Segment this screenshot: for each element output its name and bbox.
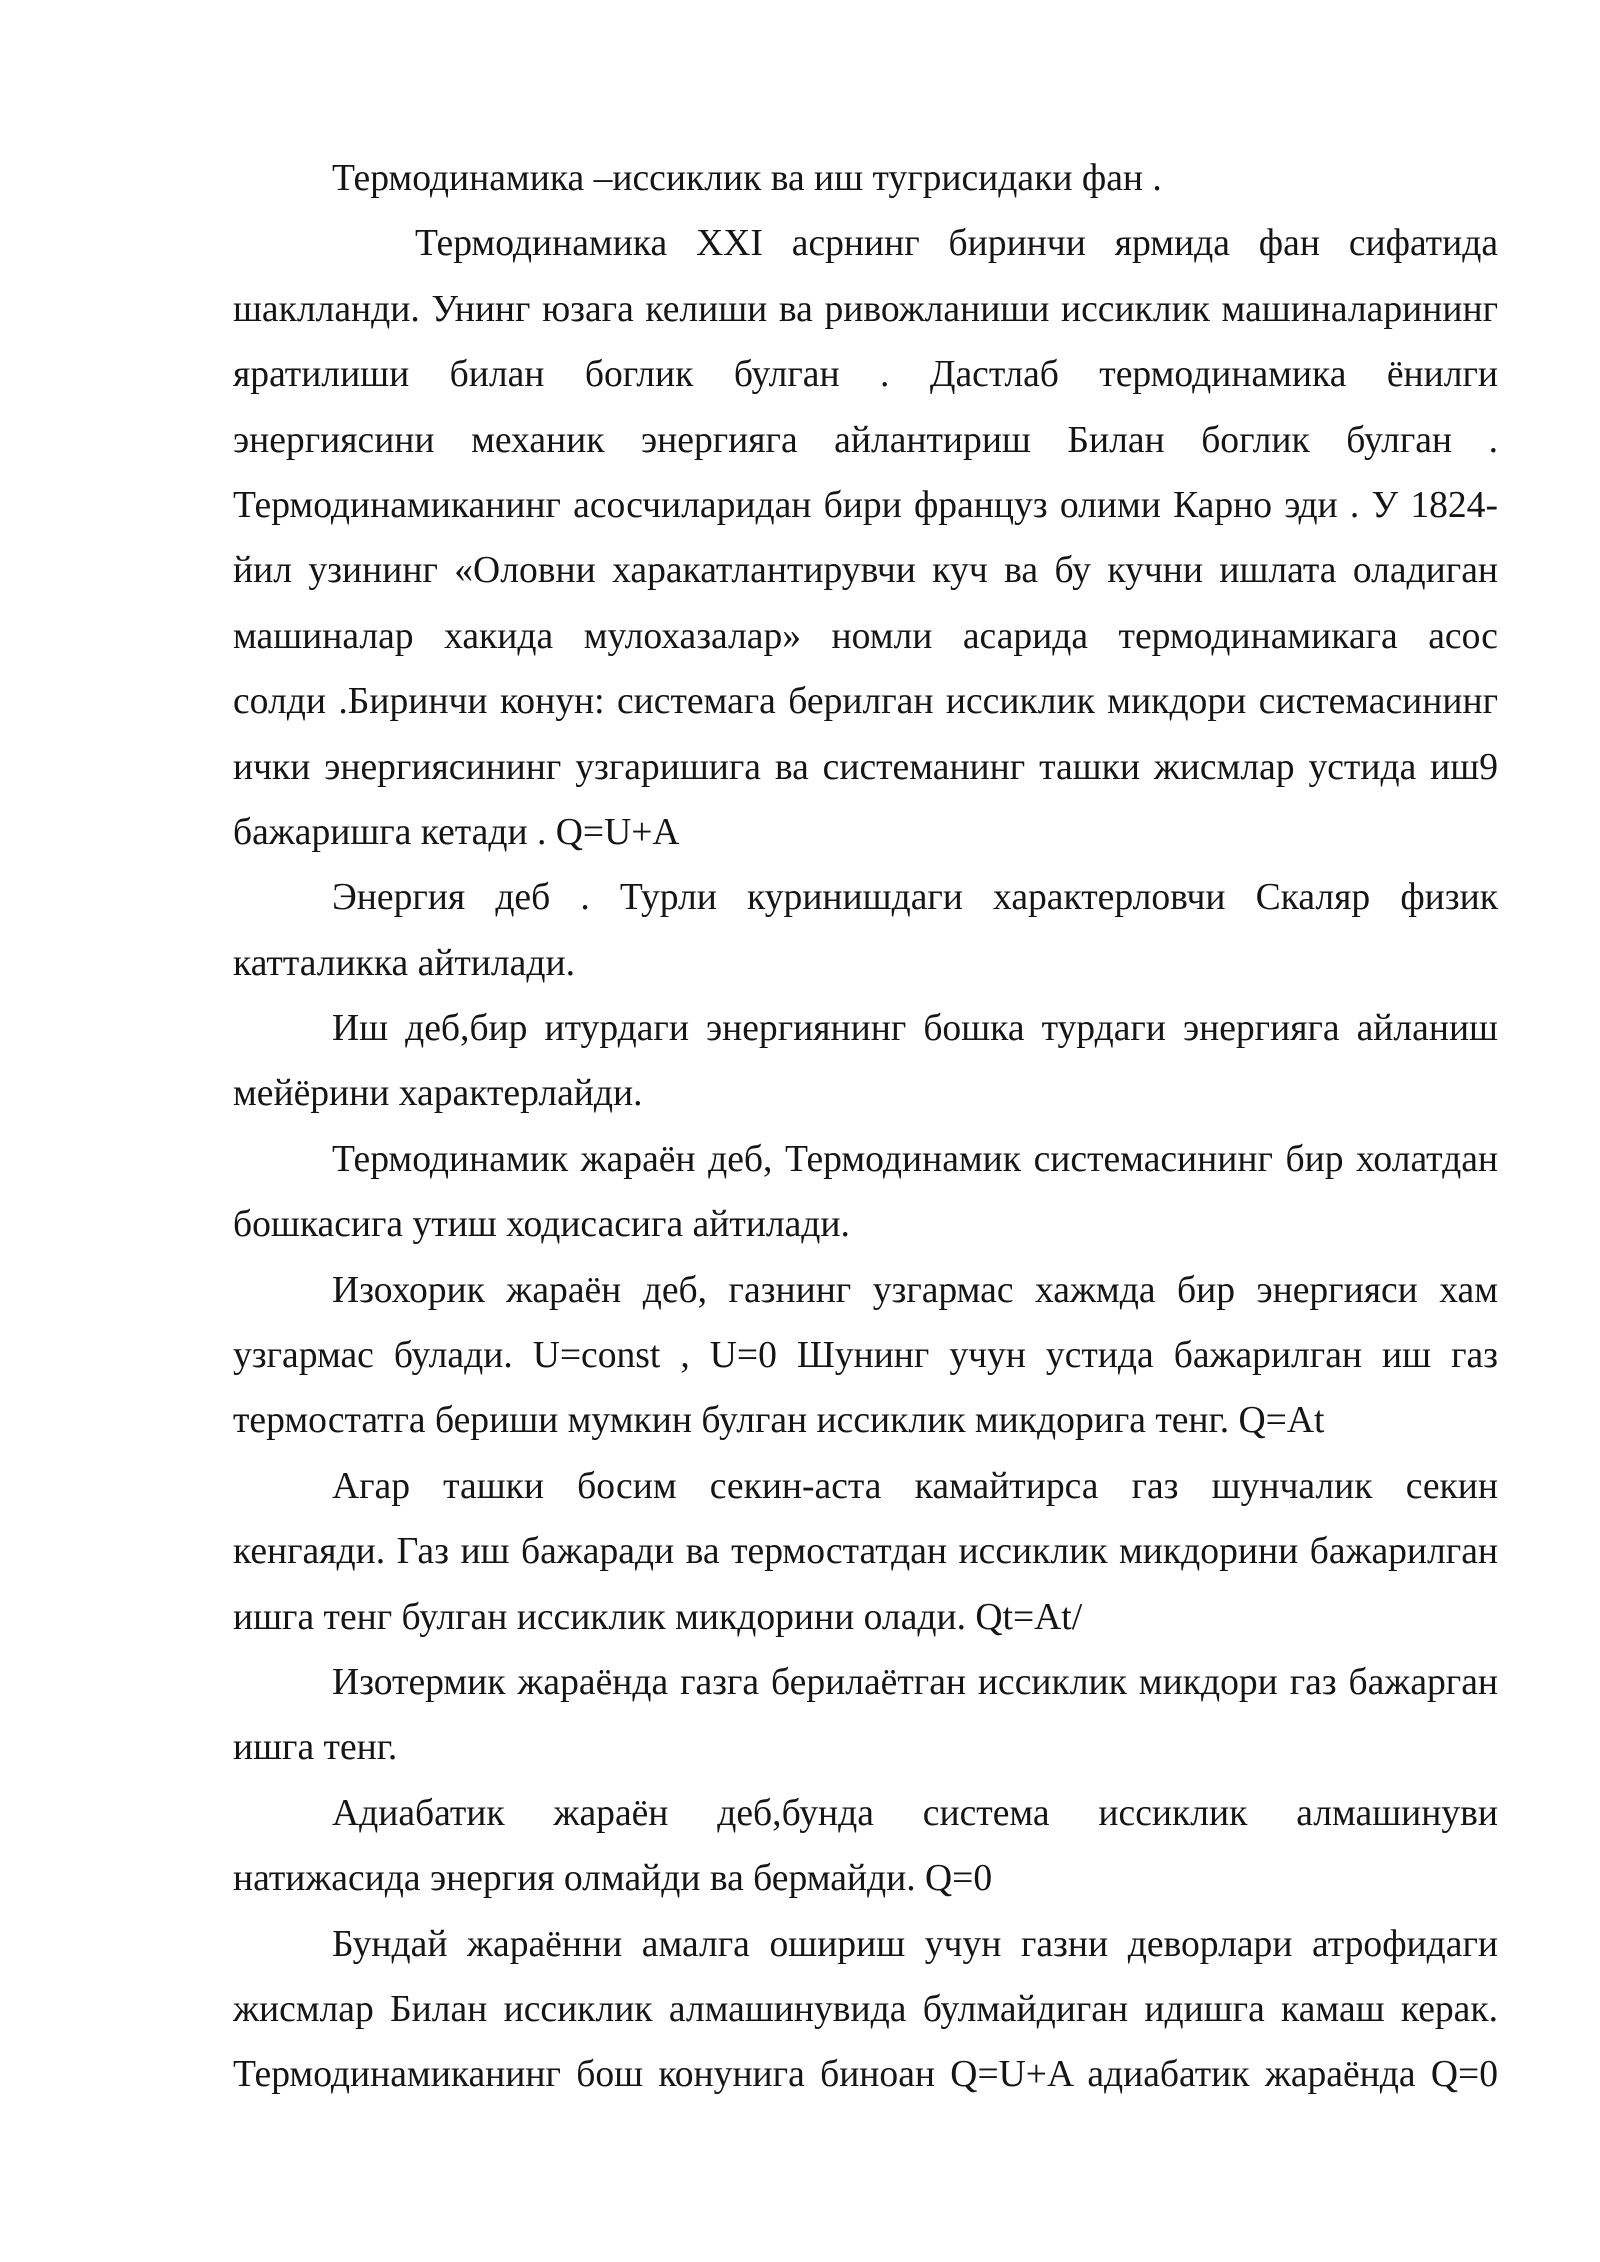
text-line: йил узининг «Оловни харакатлантирувчи куч ва бу кучни ишлата оладиган xyxy=(233,550,1498,592)
text-line: ишга тенг булган иссиклик микдорини олади. Qt=At/ xyxy=(233,1596,1083,1638)
paragraph xyxy=(233,1912,1498,2108)
text-line: яратилиши билан боглик булган . Дастлаб термодинамика ёнилги xyxy=(233,354,1498,396)
text-line: жисмлар Билан иссиклик алмашинувида булмайдиган идишга камаш керак. xyxy=(233,1988,1498,2030)
text-line: Агар ташки босим секин-аста камайтирса газ шунчалик секин xyxy=(332,1465,1498,1507)
text-line: Бундай жараённи амалга ошириш учун газни деворлари атрофидаги xyxy=(332,1923,1498,1965)
paragraph xyxy=(233,211,1498,865)
paragraph xyxy=(233,865,1498,996)
text-line: бошкасига утиш ходисасига айтилади. xyxy=(233,1204,850,1246)
text-line: Адиабатик жараён деб,бунда система иссиклик алмашинуви xyxy=(332,1792,1498,1834)
text-line: Термодинамиканинг асосчиларидан бири француз олими Карно эди . У 1824- xyxy=(233,484,1498,526)
paragraph xyxy=(233,1258,1498,1454)
text-line: катталикка айтилади. xyxy=(233,942,575,984)
paragraph xyxy=(233,1454,1498,1650)
text-line: Термодинамика XXI асрнинг биринчи ярмида фан сифатида xyxy=(415,223,1498,265)
text-line: энергиясини механик энергияга айлантириш Билан боглик булган . xyxy=(233,419,1498,461)
paragraph xyxy=(233,1781,1498,1912)
text-line: кенгаяди. Газ иш бажаради ва термостатдан иссиклик микдорини бажарилган xyxy=(233,1531,1498,1573)
text-line: Энергия деб . Турли куринишдаги характерловчи Скаляр физик xyxy=(332,877,1498,919)
paragraph xyxy=(233,996,1498,1127)
text-line: ички энергиясининг узгаришига ва системанинг ташки жисмлар устида иш9 xyxy=(233,746,1498,788)
text-line: Термодинамик жараён деб, Термодинамик системасининг бир холатдан xyxy=(332,1138,1498,1180)
paragraph xyxy=(233,1127,1498,1258)
text-line: Термодинамиканинг бош конунига биноан Q=U+A адиабатик жараёнда Q=0 xyxy=(233,2054,1498,2096)
text-line: солди .Биринчи конун: системага берилган иссиклик микдори системасининг xyxy=(233,681,1498,723)
text-line: термостатга бериши мумкин булган иссиклик микдорига тенг. Q=At xyxy=(233,1400,1325,1442)
text-line: Изотермик жараёнда газга берилаётган иссиклик микдори газ бажарган xyxy=(332,1661,1498,1703)
document-body xyxy=(233,146,1498,2108)
text-line: бажаришга кетади . Q=U+A xyxy=(233,811,680,853)
text-line: Термодинамика –иссиклик ва иш тугрисидаки фан . xyxy=(332,158,1162,199)
paragraph xyxy=(233,146,1498,211)
text-line: машиналар хакида мулохазалар» номли асарида термодинамикага асос xyxy=(233,615,1498,657)
text-line: узгармас булади. U=const , U=0 Шунинг учун устида бажарилган иш газ xyxy=(233,1335,1498,1377)
text-line: Изохорик жараён деб, газнинг узгармас хажмда бир энергияси хам xyxy=(332,1269,1498,1311)
text-line: ишга тенг. xyxy=(233,1727,398,1769)
text-line: мейёрини характерлайди. xyxy=(233,1073,643,1115)
text-line: натижасида энергия олмайди ва бермайди. Q=0 xyxy=(233,1858,993,1900)
text-line: шаклланди. Унинг юзага келиши ва ривожланиши иссиклик машиналарининг xyxy=(233,288,1498,330)
text-line: Иш деб,бир итурдаги энергиянинг бошка турдаги энергияга айланиш xyxy=(332,1008,1498,1050)
paragraph xyxy=(233,1650,1498,1781)
